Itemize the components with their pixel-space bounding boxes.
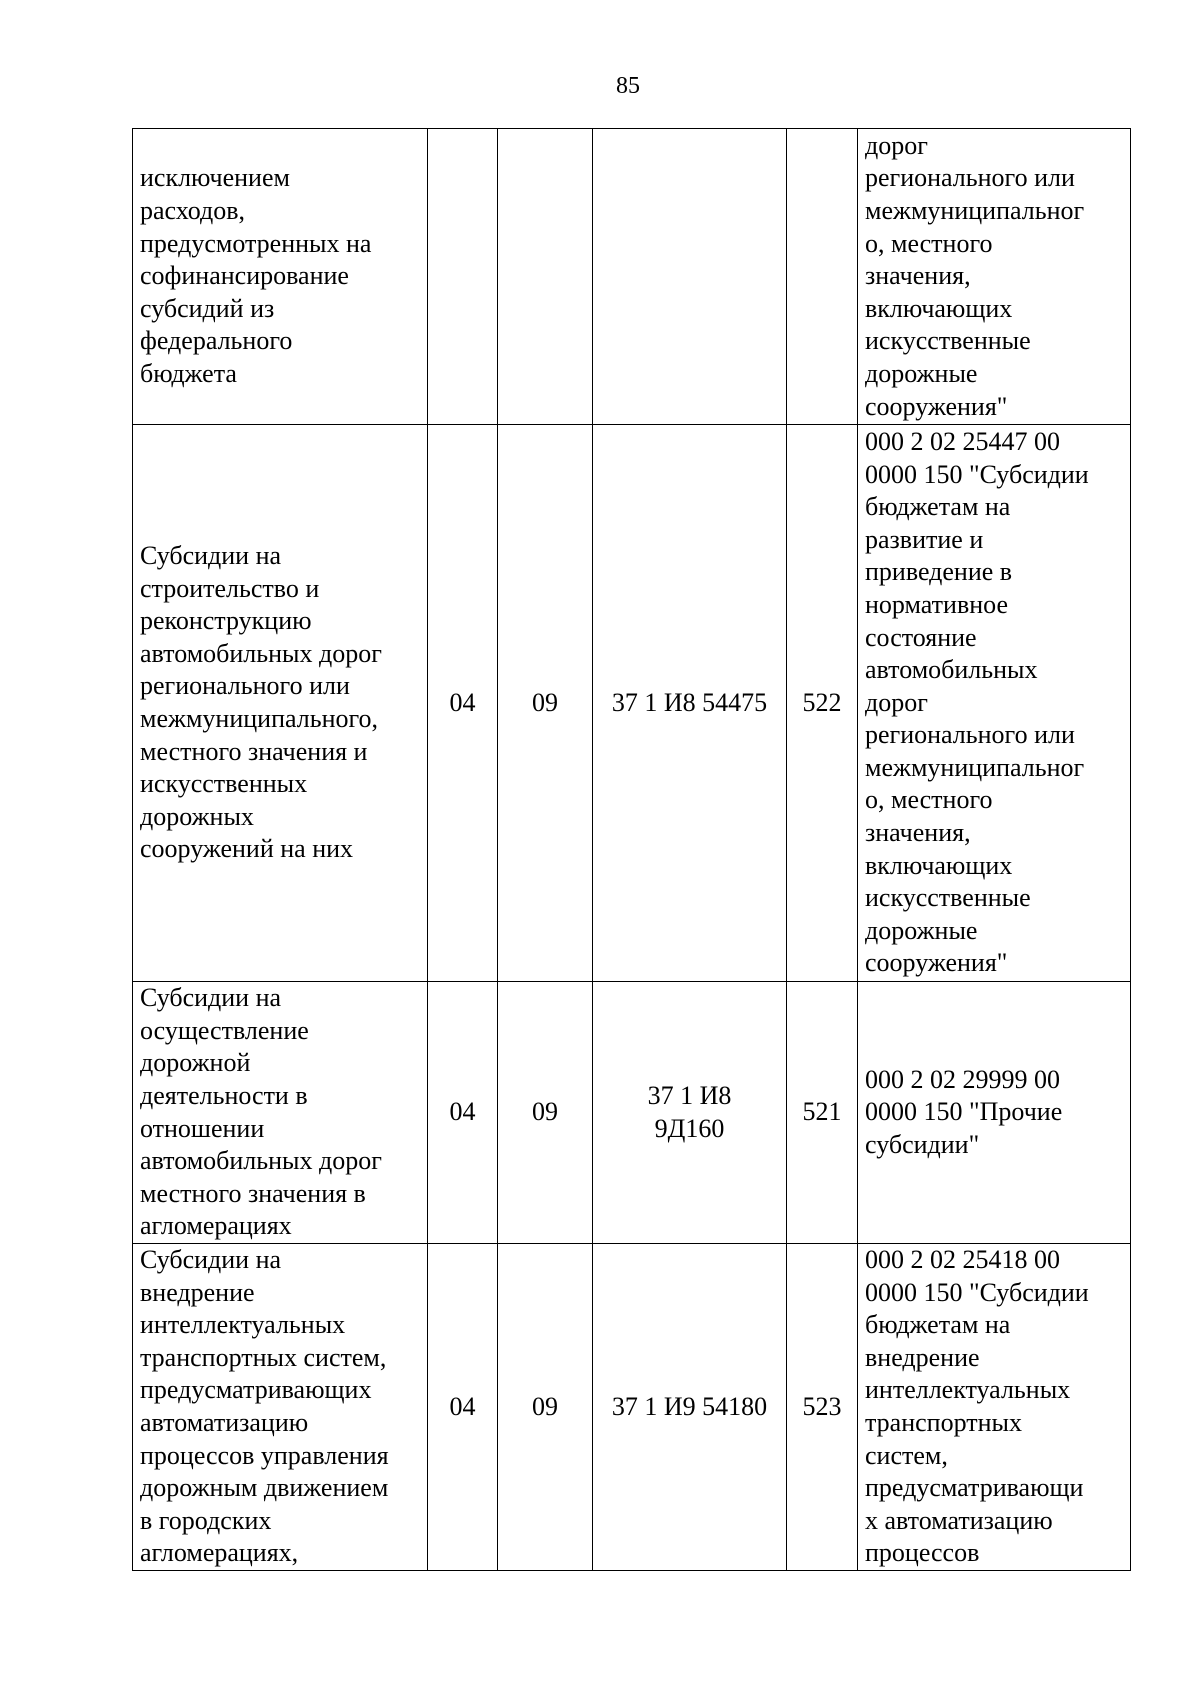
table-row: [133, 425, 1131, 982]
cell-target-article: 37 1 И8 54475: [593, 425, 787, 982]
budget-table: [132, 128, 1131, 1571]
cell-expense-type: 522: [787, 425, 858, 982]
cell-target-article: [593, 129, 787, 425]
cell-revenue-code: 000 2 02 25418 00 0000 150 "Субсидии бюджетам на внедрение интеллектуальных транспортных систем, предусматривающи х автоматизацию процессов: [858, 1244, 1131, 1571]
cell-subsection: 09: [498, 425, 593, 982]
cell-subsection: 09: [498, 982, 593, 1244]
cell-name: исключением расходов, предусмотренных на софинансирование субсидий из федерального бюджета: [133, 129, 428, 425]
cell-expense-type: 523: [787, 1244, 858, 1571]
table-row: [133, 1244, 1131, 1571]
cell-section: 04: [428, 425, 498, 982]
cell-section: 04: [428, 1244, 498, 1571]
page-number: 85: [616, 73, 640, 99]
cell-subsection: [498, 129, 593, 425]
cell-expense-type: [787, 129, 858, 425]
table-row: [133, 129, 1131, 425]
table-row: [133, 982, 1131, 1244]
cell-section: [428, 129, 498, 425]
cell-revenue-code: 000 2 02 29999 00 0000 150 "Прочие субсидии": [858, 982, 1131, 1244]
cell-revenue-code: дорог регионального или межмуниципальног о, местного значения, включающих искусственные дорожные сооружения": [858, 129, 1131, 425]
cell-name: Субсидии на внедрение интеллектуальных транспортных систем, предусматривающих автоматизацию процессов управления дорожным движением в городских агломерациях,: [133, 1244, 428, 1571]
cell-expense-type: 521: [787, 982, 858, 1244]
cell-section: 04: [428, 982, 498, 1244]
cell-revenue-code: 000 2 02 25447 00 0000 150 "Субсидии бюджетам на развитие и приведение в нормативное состояние автомобильных дорог регионального или межмуниципальног о, местного значения, включающих искусственные дорожные сооружения": [858, 425, 1131, 982]
cell-target-article: 37 1 И9 54180: [593, 1244, 787, 1571]
cell-name: Субсидии на строительство и реконструкцию автомобильных дорог регионального или межмуниципального, местного значения и искусственных дорожных сооружений на них: [133, 425, 428, 982]
cell-target-article: 37 1 И8 9Д160: [593, 982, 787, 1244]
cell-name: Субсидии на осуществление дорожной деятельности в отношении автомобильных дорог местного значения в агломерациях: [133, 982, 428, 1244]
cell-subsection: 09: [498, 1244, 593, 1571]
